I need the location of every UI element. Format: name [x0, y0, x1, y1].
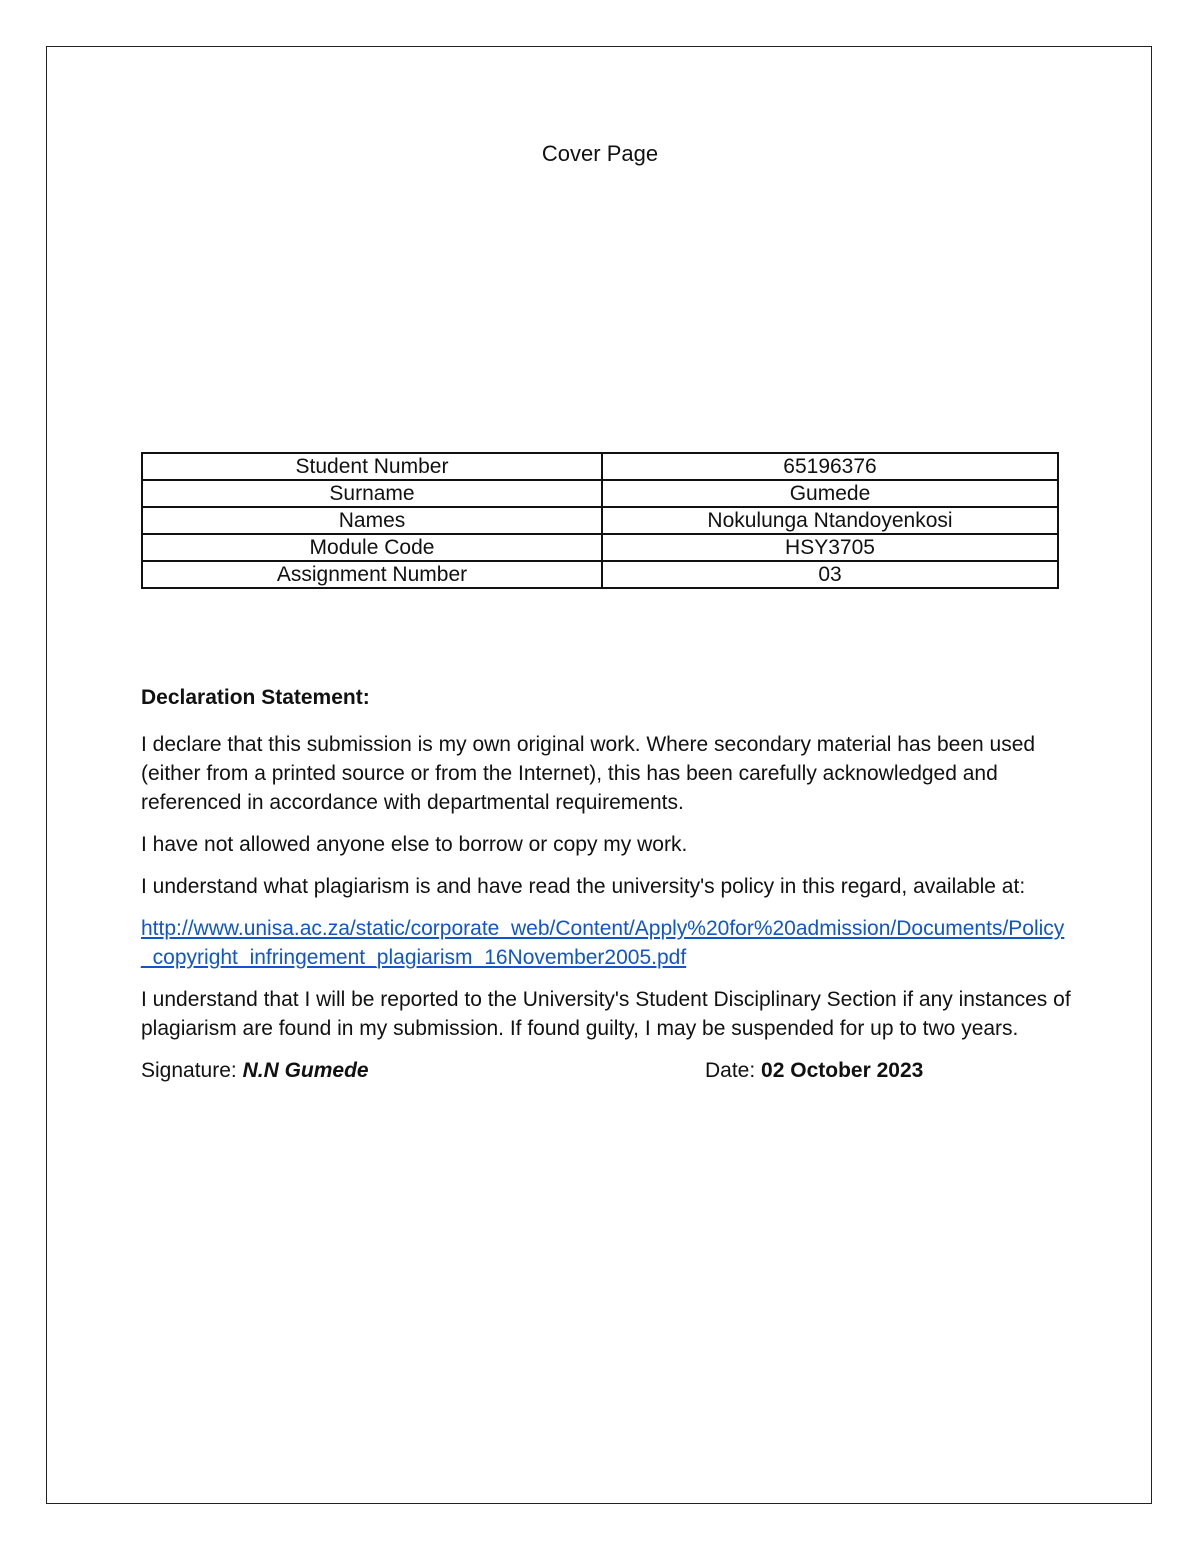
table-row: [142, 480, 1058, 507]
module-code-label: Module Code: [142, 534, 602, 561]
table-row: [142, 534, 1058, 561]
assignment-number-label: Assignment Number: [142, 561, 602, 588]
signature-label: Signature:: [141, 1059, 237, 1082]
declaration-paragraph-plagiarism-policy: I understand what plagiarism is and have read the university's policy in this regard, available at:: [141, 875, 1026, 898]
declaration-heading: Declaration Statement:: [141, 686, 370, 709]
table-row: [142, 507, 1058, 534]
student-number-label: Student Number: [142, 453, 602, 480]
date-label: Date:: [705, 1059, 756, 1082]
signature-value: N.N Gumede: [242, 1059, 369, 1082]
policy-link[interactable]: http://www.unisa.ac.za/static/corporate_web/Content/Apply%20for%20admission/Documents/Policy_copyright_infringement_plagiarism_16November2005.pdf: [141, 917, 1065, 969]
signature-block: [141, 1056, 369, 1085]
date-value: 02 October 2023: [761, 1059, 924, 1082]
declaration-paragraph-no-copying: I have not allowed anyone else to borrow or copy my work.: [141, 833, 688, 856]
declaration-paragraph-original-work: I declare that this submission is my own original work. Where secondary material has been used (either from a printed source or from the Internet), this has been carefully acknowledged and referenced in accordance with departmental requirements.: [141, 733, 1036, 814]
date-block: [705, 1056, 923, 1085]
table-row: [142, 561, 1058, 588]
student-number-value: 65196376: [602, 453, 1058, 480]
surname-label: Surname: [142, 480, 602, 507]
module-code-value: HSY3705: [602, 534, 1058, 561]
policy-link-paragraph: [141, 914, 1071, 972]
names-label: Names: [142, 507, 602, 534]
assignment-number-value: 03: [602, 561, 1058, 588]
names-value: Nokulunga Ntandoyenkosi: [602, 507, 1058, 534]
signature-line: [141, 1056, 1071, 1085]
declaration-paragraph-disciplinary: I understand that I will be reported to the University's Student Disciplinary Section if any instances of plagiarism are found in my submission. If found guilty, I may be suspended for up to two years.: [141, 988, 1071, 1040]
declaration-section: [141, 683, 1071, 1085]
surname-value: Gumede: [602, 480, 1058, 507]
student-info-table: [141, 452, 1059, 589]
table-row: [142, 453, 1058, 480]
page-title: Cover Page: [541, 141, 659, 166]
